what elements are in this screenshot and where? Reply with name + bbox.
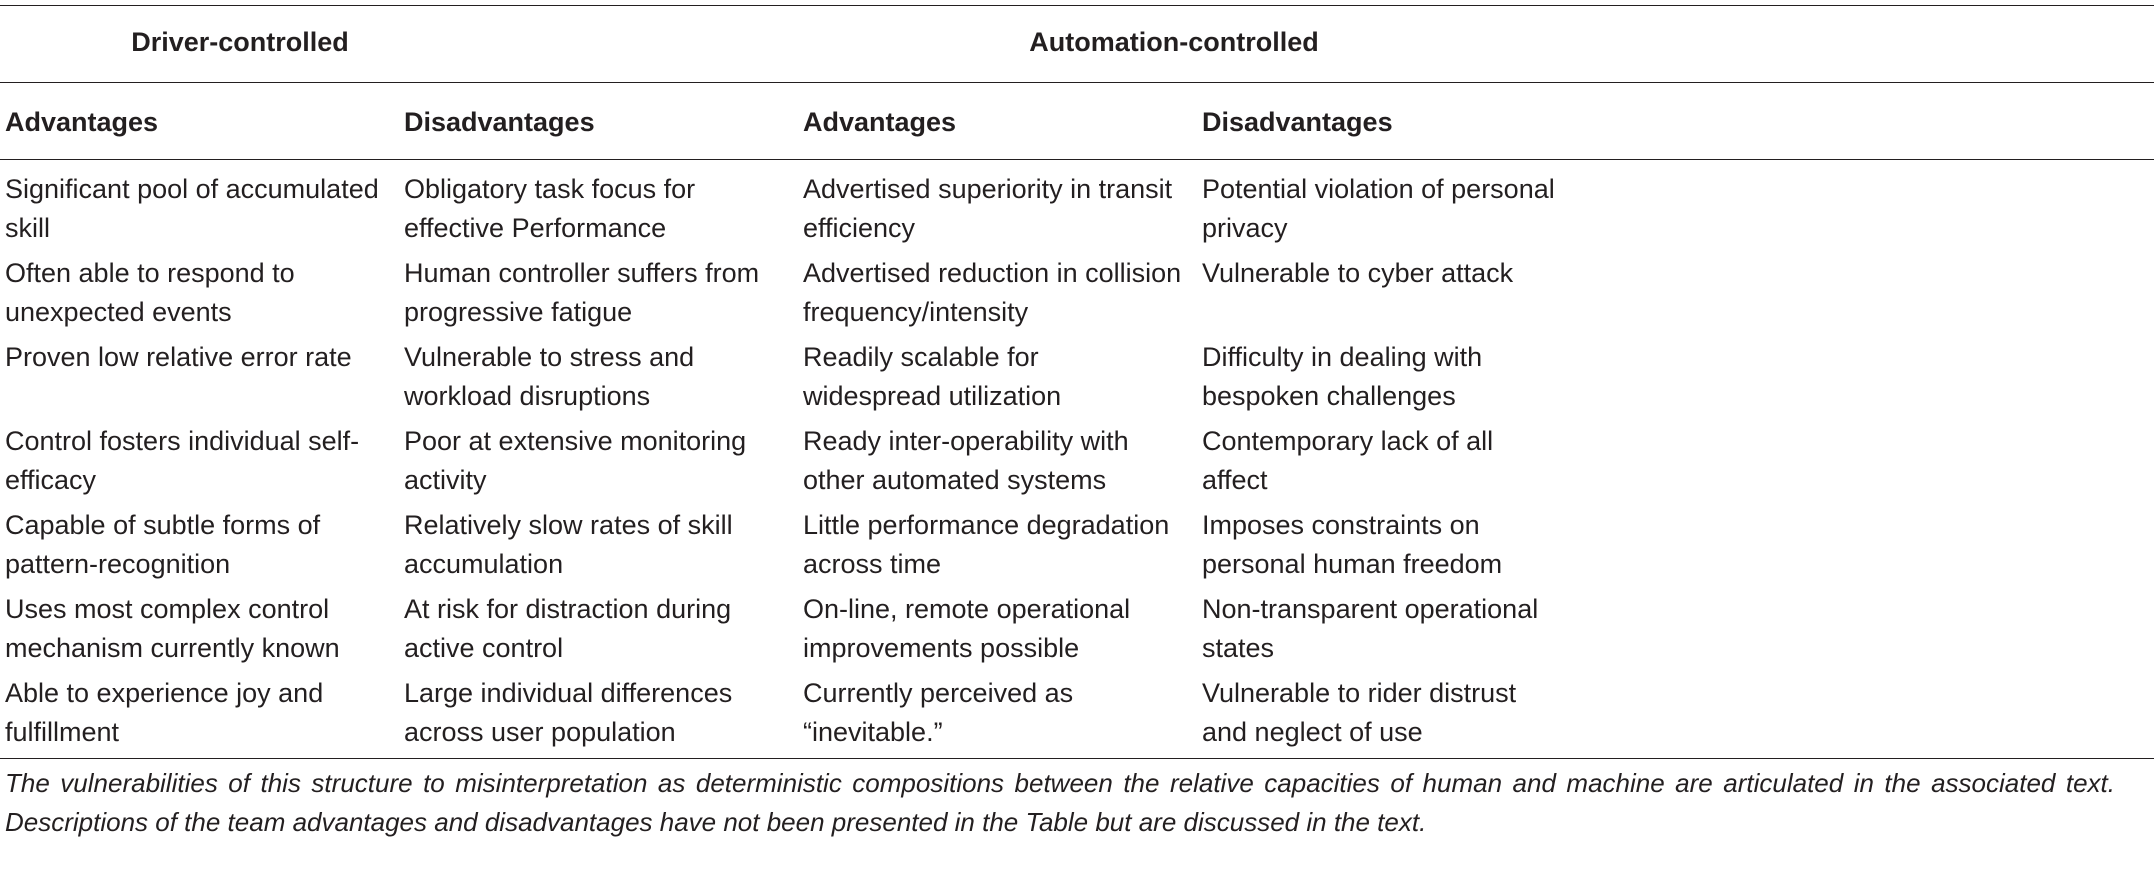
table-cell: Advertised superiority in transit efficiency	[803, 174, 1173, 243]
table-cell: Ready inter-operability with other automated systems	[803, 426, 1129, 495]
table-cell: Contemporary lack of all affect	[1202, 426, 1494, 495]
table-cell: Control fosters individual self-efficacy	[5, 426, 360, 495]
subheader-driver-advantages: Advantages	[5, 107, 159, 137]
table-cell: Currently perceived as “inevitable.”	[803, 678, 1074, 747]
table-cell: Vulnerable to stress and workload disruptions	[404, 342, 695, 411]
table-cell: Vulnerable to rider distrust and neglect of use	[1202, 678, 1517, 747]
table-cell: Imposes constraints on personal human freedom	[1202, 510, 1503, 579]
table-cell: Uses most complex control mechanism currently known	[5, 594, 340, 663]
table-cell: On-line, remote operational improvements possible	[803, 594, 1131, 663]
table-cell: Often able to respond to unexpected events	[5, 258, 295, 327]
table-cell: Difficulty in dealing with bespoken challenges	[1202, 342, 1483, 411]
table-cell: Vulnerable to cyber attack	[1202, 258, 1514, 288]
subheader-rule	[0, 159, 2154, 160]
table-cell: Potential violation of personal privacy	[1202, 174, 1555, 243]
table-cell: Non-transparent operational states	[1202, 594, 1539, 663]
table-cell: Able to experience joy and fulfillment	[5, 678, 324, 747]
table-cell: Proven low relative error rate	[5, 342, 352, 372]
bottom-rule	[0, 758, 2154, 759]
table-cell: Advertised reduction in collision frequency/intensity	[803, 258, 1182, 327]
table-cell: Human controller suffers from progressive fatigue	[404, 258, 760, 327]
table-cell: Obligatory task focus for effective Performance	[404, 174, 696, 243]
table-cell: Large individual differences across user population	[404, 678, 733, 747]
group-rule	[0, 82, 2154, 83]
table-cell: Capable of subtle forms of pattern-recognition	[5, 510, 321, 579]
table-footnote: The vulnerabilities of this structure to misinterpretation as deterministic compositions between the relative capacities of human and machine are articulated in the associated text. Descriptions of the team advantages and disadvantages have not been presented in the Table but are discussed in the text.	[5, 768, 2115, 837]
group-header-automation: Automation-controlled	[1029, 27, 1319, 57]
table-cell: Little performance degradation across time	[803, 510, 1170, 579]
subheader-automation-advantages: Advantages	[803, 107, 957, 137]
table-cell: Relatively slow rates of skill accumulation	[404, 510, 733, 579]
table-cell: Significant pool of accumulated skill	[5, 174, 379, 243]
subheader-driver-disadvantages: Disadvantages	[404, 107, 595, 137]
subheader-automation-disadvantages: Disadvantages	[1202, 107, 1393, 137]
table-cell: Readily scalable for widespread utilization	[803, 342, 1062, 411]
table-cell: At risk for distraction during active control	[404, 594, 732, 663]
group-header-driver: Driver-controlled	[131, 27, 349, 57]
top-rule	[0, 5, 2154, 6]
table-cell: Poor at extensive monitoring activity	[404, 426, 747, 495]
